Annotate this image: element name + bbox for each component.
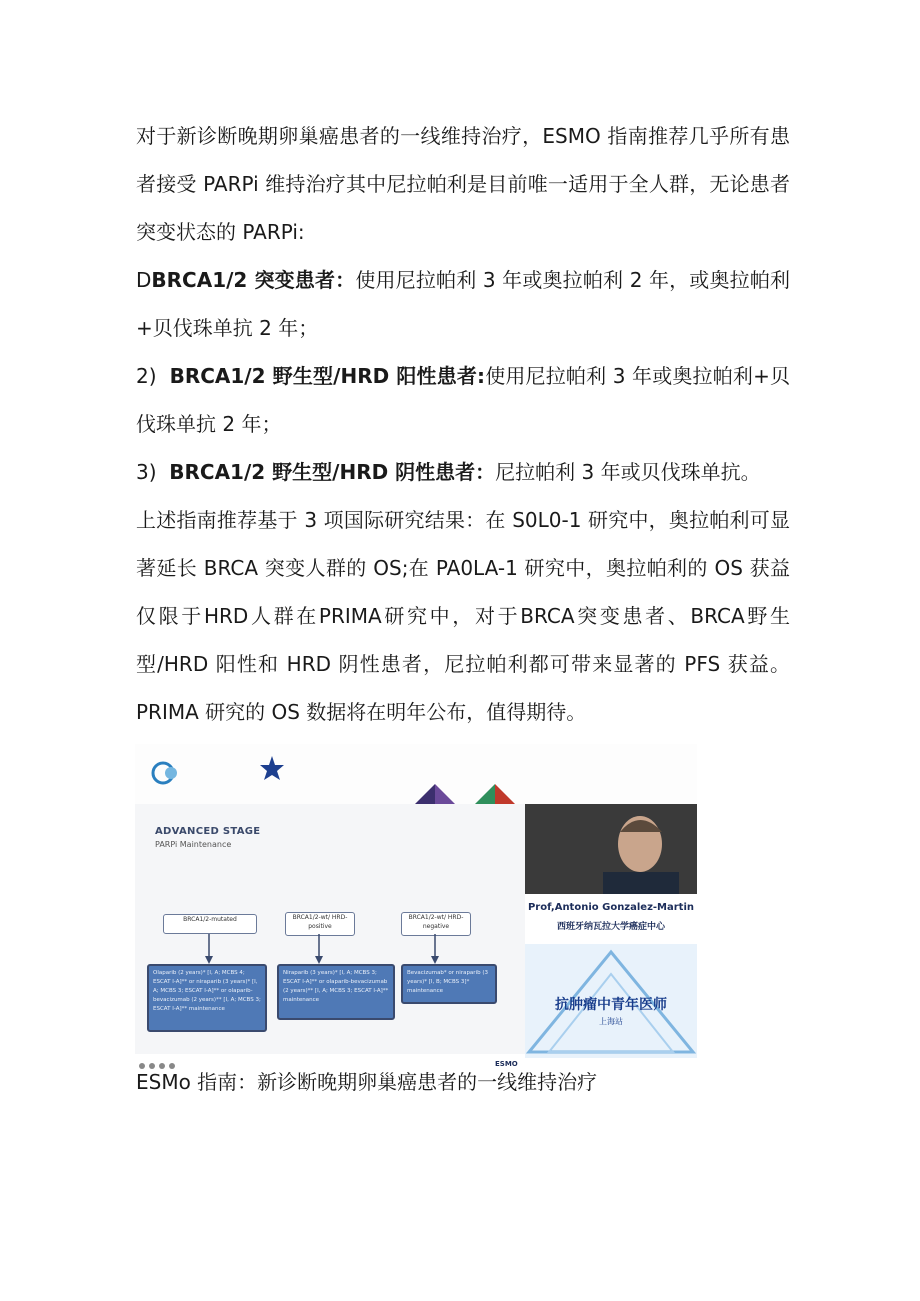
foundation-logo-icon	[149, 758, 189, 788]
list-number: 2)	[136, 364, 157, 388]
box-hrd-positive: BRCA1/2-wt/ HRD-positive	[285, 912, 355, 936]
list-marker: D	[136, 268, 152, 292]
figure-caption: ESMo 指南：新诊断晚期卵巢癌患者的一线维持治疗	[136, 1070, 598, 1094]
box-brca-mutated-treatment: Olaparib (2 years)* [I, A; MCBS 4; ESCAT I-A]** or niraparib (3 years)* [I, A; MCBS 3; ESCAT I-A]** or olaparib-bevacizumab (2 years)** [I, A; MCBS 3; ESCAT I-A]** maintenance	[147, 964, 267, 1032]
box-hrd-positive-treatment: Niraparib (3 years)* [I, A; MCBS 3; ESCAT I-A]** or olaparib-bevacizumab (2 years)** [I, A; MCBS 3; ESCAT I-A]** maintenance	[277, 964, 395, 1020]
slide-content	[135, 804, 525, 1068]
slide-screenshot	[135, 744, 697, 1068]
paragraph-text: 使用尼拉帕利 3 年或奥拉帕利 2 年，或奥拉帕利+贝伐珠单抗 2 年；	[136, 268, 790, 340]
box-hrd-negative: BRCA1/2-wt/ HRD-negative	[401, 912, 471, 936]
speaker-affiliation: 西班牙纳瓦拉大学癌症中心	[556, 922, 665, 932]
paragraph-brca-mutated	[136, 256, 790, 352]
paragraph-hrd-negative	[136, 448, 790, 496]
document-body	[136, 112, 790, 736]
paragraph-text: 尼拉帕利 3 年或贝伐珠单抗。	[495, 460, 761, 484]
paragraph-text: 使用尼拉帕利 3 年或奥拉帕利+贝伐珠单抗 2 年；	[136, 364, 790, 436]
event-banner	[525, 944, 697, 1058]
esmo-logo: ESMO	[495, 1060, 518, 1068]
bold-heading: BRCA1/2 野生型/HRD 阳性患者:	[169, 364, 486, 388]
event-title: 抗肿瘤中青年医师	[555, 997, 667, 1013]
event-location: 上海站	[599, 1017, 623, 1026]
speaker-name: Prof,Antonio Gonzalez-Martin	[527, 902, 695, 913]
speaker-nameplate	[525, 894, 697, 944]
bold-heading: BRCA1/2 突变患者：	[151, 268, 356, 292]
paragraph-hrd-positive	[136, 352, 790, 448]
list-number: 3)	[136, 460, 157, 484]
box-brca-mutated: BRCA1/2-mutated	[163, 914, 257, 934]
slide-subtitle: PARPi Maintenance	[155, 840, 232, 849]
star-logo-icon	[259, 754, 285, 786]
paragraph-intro: 对于新诊断晚期卵巢癌患者的一线维持治疗，ESMO 指南推荐几乎所有患者接受 PARPi 维持治疗其中尼拉帕利是目前唯一适用于全人群，无论患者突变状态的 PARPi:	[136, 124, 790, 244]
speaker-portrait-icon	[525, 804, 697, 894]
slide-title: ADVANCED STAGE	[155, 826, 261, 837]
bold-heading: BRCA1/2 野生型/HRD 阴性患者：	[169, 460, 496, 484]
box-hrd-negative-treatment: Bevacizumab* or niraparib (3 years)* [I, B; MCBS 3]* maintenance	[401, 964, 497, 1004]
paragraph-summary: 上述指南推荐基于 3 项国际研究结果：在 S0L0-1 研究中，奥拉帕利可显著延长 BRCA 突变人群的 OS;在 PA0LA-1 研究中，奥拉帕利的 OS 获益仅限于HRD人群在PRIMA研究中，对于BRCA突变患者、BRCA野生型/HRD 阳性和 HRD 阴性患者，尼拉帕利都可带来显著的 PFS 获益。PRIMA 研究的 OS 数据将在明年公布，值得期待。	[136, 508, 790, 724]
